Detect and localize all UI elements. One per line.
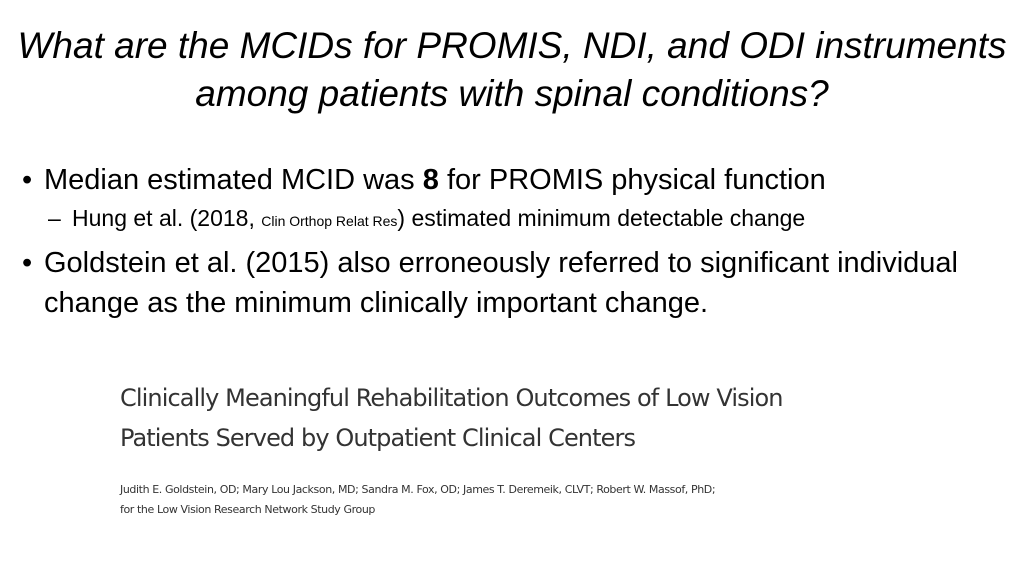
sub-bullet-text-after: ) estimated minimum detectable change [397, 205, 806, 231]
journal-name: Clin Orthop Relat Res [261, 213, 398, 229]
bullet-item-goldstein [22, 243, 1012, 323]
bullet-icon: • [22, 247, 33, 279]
bullet-text-after: for PROMIS physical function [438, 164, 826, 196]
slide-title: What are the MCIDs for PROMIS, NDI, and ODI instruments among patients with spinal conditions? [17, 25, 1007, 114]
bullet-list [22, 160, 1012, 323]
paper-authors-line-2: for the Low Vision Research Network Study Group [120, 503, 375, 516]
bullet-text-before: Median estimated MCID was [44, 164, 423, 196]
paper-authors-line-1: Judith E. Goldstein, OD; Mary Lou Jackson, MD; Sandra M. Fox, OD; James T. Deremeik, CLVT; Robert W. Massof, PhD; [120, 483, 716, 496]
paper-authors [120, 480, 920, 520]
paper-title-line-1: Clinically Meaningful Rehabilitation Outcomes of Low Vision [120, 384, 783, 412]
sub-bullet-text-before: Hung et al. (2018, [72, 205, 262, 231]
bullet-item-mcid [22, 160, 1012, 200]
mcid-value: 8 [422, 164, 439, 196]
paper-title-line-2: Patients Served by Outpatient Clinical Centers [120, 424, 636, 452]
paper-title [120, 378, 920, 458]
paper-header-image [120, 378, 920, 520]
bullet-text: Goldstein et al. (2015) also erroneously referred to significant individual change as the minimum clinically important change. [44, 247, 958, 319]
dash-icon: – [48, 205, 61, 231]
bullet-icon: • [22, 164, 33, 196]
sub-bullet-item-hung [22, 202, 1012, 237]
